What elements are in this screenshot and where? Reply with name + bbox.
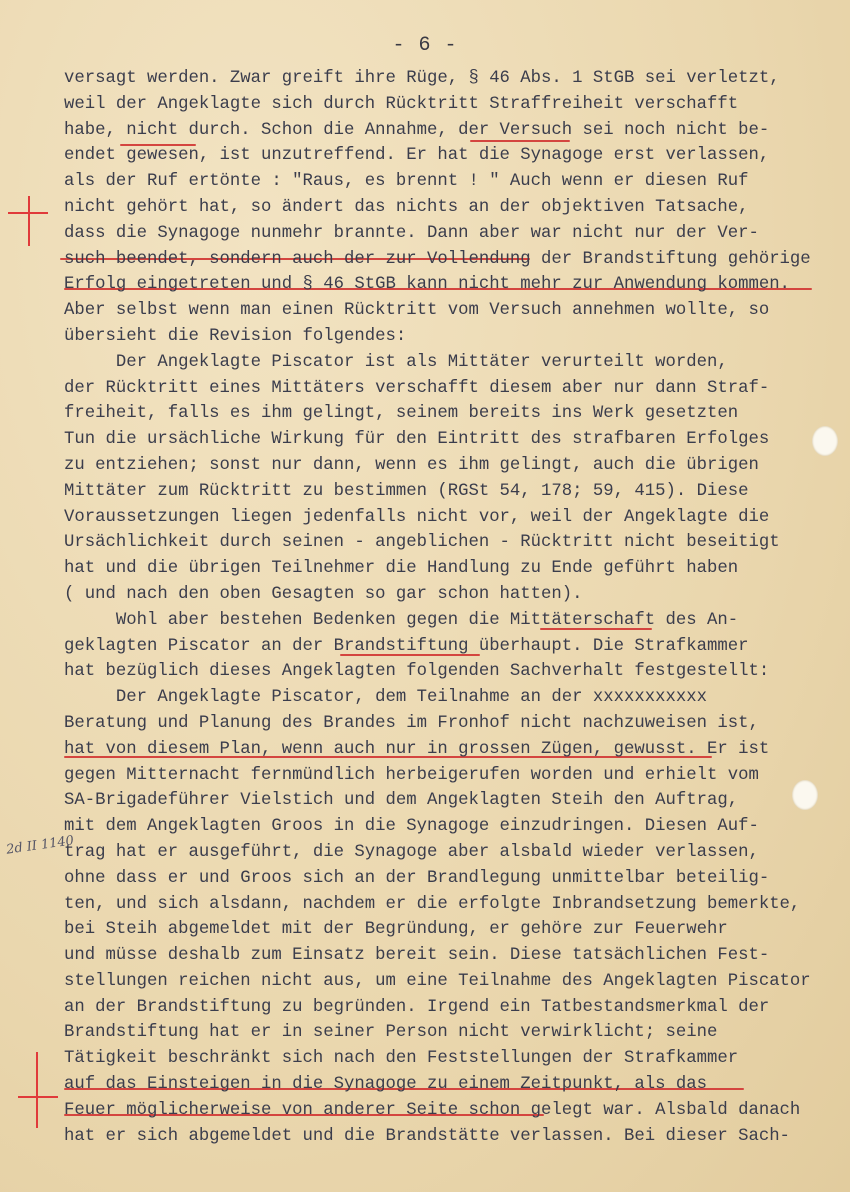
text-line: übersieht die Revision folgendes:: [64, 326, 407, 346]
text-line: hat bezüglich dieses Angeklagten folgenden Sachverhalt festgestellt:: [64, 662, 770, 682]
text-line: zu entziehen; sonst nur dann, wenn es ihm gelingt, auch die übrigen: [64, 455, 759, 475]
text-line: Erfolg eingetreten und § 46 StGB kann nicht mehr zur Anwendung kommen.: [64, 275, 790, 295]
text-line: versagt werden. Zwar greift ihre Rüge, § 46 Abs. 1 StGB sei verletzt,: [64, 69, 780, 88]
text-line: geklagten Piscator an der Brandstiftung überhaupt. Die Strafkammer: [64, 636, 749, 656]
text-line: der Rücktritt eines Mittäters verschafft diesem aber nur dann Straf-: [64, 378, 770, 398]
text-line: Mittäter zum Rücktritt zu bestimmen (RGSt 54, 178; 59, 415). Diese: [64, 481, 749, 501]
text-line: stellungen reichen nicht aus, um eine Teilnahme des Angeklagten Piscator: [64, 971, 811, 991]
text-line: such beendet, sondern auch der zur Vollendung der Brandstiftung gehörige: [64, 249, 811, 269]
text-line: Brandstiftung hat er in seiner Person nicht verwirklicht; seine: [64, 1023, 718, 1043]
text-line: ten, und sich alsdann, nachdem er die erfolgte Inbrandsetzung bemerkte,: [64, 894, 801, 914]
text-line: hat er sich abgemeldet und die Brandstätte verlassen. Bei dieser Sach-: [64, 1126, 790, 1146]
text-line: freiheit, falls es ihm gelingt, seinem bereits ins Werk gesetzten: [64, 404, 739, 424]
page-number: - 6 -: [392, 34, 458, 57]
text-line: als der Ruf ertönte : "Raus, es brennt ! " Auch wenn er diesen Ruf: [64, 172, 749, 192]
red-cross-mark-lower: [36, 1052, 38, 1128]
text-line: trag hat er ausgeführt, die Synagoge aber alsbald wieder verlassen,: [64, 842, 759, 862]
text-line: nicht gehört hat, so ändert das nichts an der objektiven Tatsache,: [64, 197, 749, 217]
text-line: habe, nicht durch. Schon die Annahme, der Versuch sei noch nicht be-: [64, 120, 770, 140]
typed-body-text: [64, 66, 834, 1149]
text-line: Der Angeklagte Piscator ist als Mittäter verurteilt worden,: [64, 352, 728, 372]
text-line: hat von diesem Plan, wenn auch nur in grossen Zügen, gewusst. Er ist: [64, 739, 770, 759]
text-line: Ursächlichkeit durch seinen - angeblichen - Rücktritt nicht beseitigt: [64, 533, 780, 553]
text-line: dass die Synagoge nunmehr brannte. Dann aber war nicht nur der Ver-: [64, 223, 759, 243]
text-line: auf das Einsteigen in die Synagoge zu einem Zeitpunkt, als das: [64, 1075, 707, 1095]
text-line: Voraussetzungen liegen jedenfalls nicht vor, weil der Angeklagte die: [64, 507, 770, 527]
text-line: Feuer möglicherweise von anderer Seite schon gelegt war. Alsbald danach: [64, 1100, 801, 1120]
text-line: Wohl aber bestehen Bedenken gegen die Mittäterschaft des An-: [64, 610, 739, 630]
text-line: ( und nach den oben Gesagten so gar schon hatten).: [64, 584, 583, 604]
margin-note: 2d II 1140: [5, 833, 75, 858]
text-line: mit dem Angeklagten Groos in die Synagoge einzudringen. Diesen Auf-: [64, 817, 759, 837]
red-cross-mark-upper: [28, 196, 30, 246]
text-line: an der Brandstiftung zu begründen. Irgend ein Tatbestandsmerkmal der: [64, 997, 770, 1017]
text-line: Tätigkeit beschränkt sich nach den Feststellungen der Strafkammer: [64, 1049, 739, 1069]
text-line: Tun die ursächliche Wirkung für den Eintritt des strafbaren Erfolges: [64, 430, 770, 450]
text-line: Beratung und Planung des Brandes im Fronhof nicht nachzuweisen ist,: [64, 713, 759, 733]
text-line: weil der Angeklagte sich durch Rücktritt Straffreiheit verschafft: [64, 94, 739, 114]
text-line: Der Angeklagte Piscator, dem Teilnahme an der xxxxxxxxxxx: [64, 688, 707, 708]
text-line: endet gewesen, ist unzutreffend. Er hat die Synagoge erst verlassen,: [64, 146, 770, 166]
text-line: und müsse deshalb zum Einsatz bereit sein. Diese tatsächlichen Fest-: [64, 946, 770, 966]
red-cross-mark-upper-bar: [8, 212, 48, 214]
text-line: Aber selbst wenn man einen Rücktritt vom Versuch annehmen wollte, so: [64, 301, 770, 321]
text-line: SA-Brigadeführer Vielstich und dem Angeklagten Steih den Auftrag,: [64, 791, 739, 811]
text-line: gegen Mitternacht fernmündlich herbeigerufen worden und erhielt vom: [64, 765, 759, 785]
red-cross-mark-lower-bar: [18, 1096, 58, 1098]
text-line: bei Steih abgemeldet mit der Begründung, er gehöre zur Feuerwehr: [64, 920, 728, 940]
text-line: hat und die übrigen Teilnehmer die Handlung zu Ende geführt haben: [64, 559, 739, 579]
text-line: ohne dass er und Groos sich an der Brandlegung unmittelbar beteilig-: [64, 868, 770, 888]
